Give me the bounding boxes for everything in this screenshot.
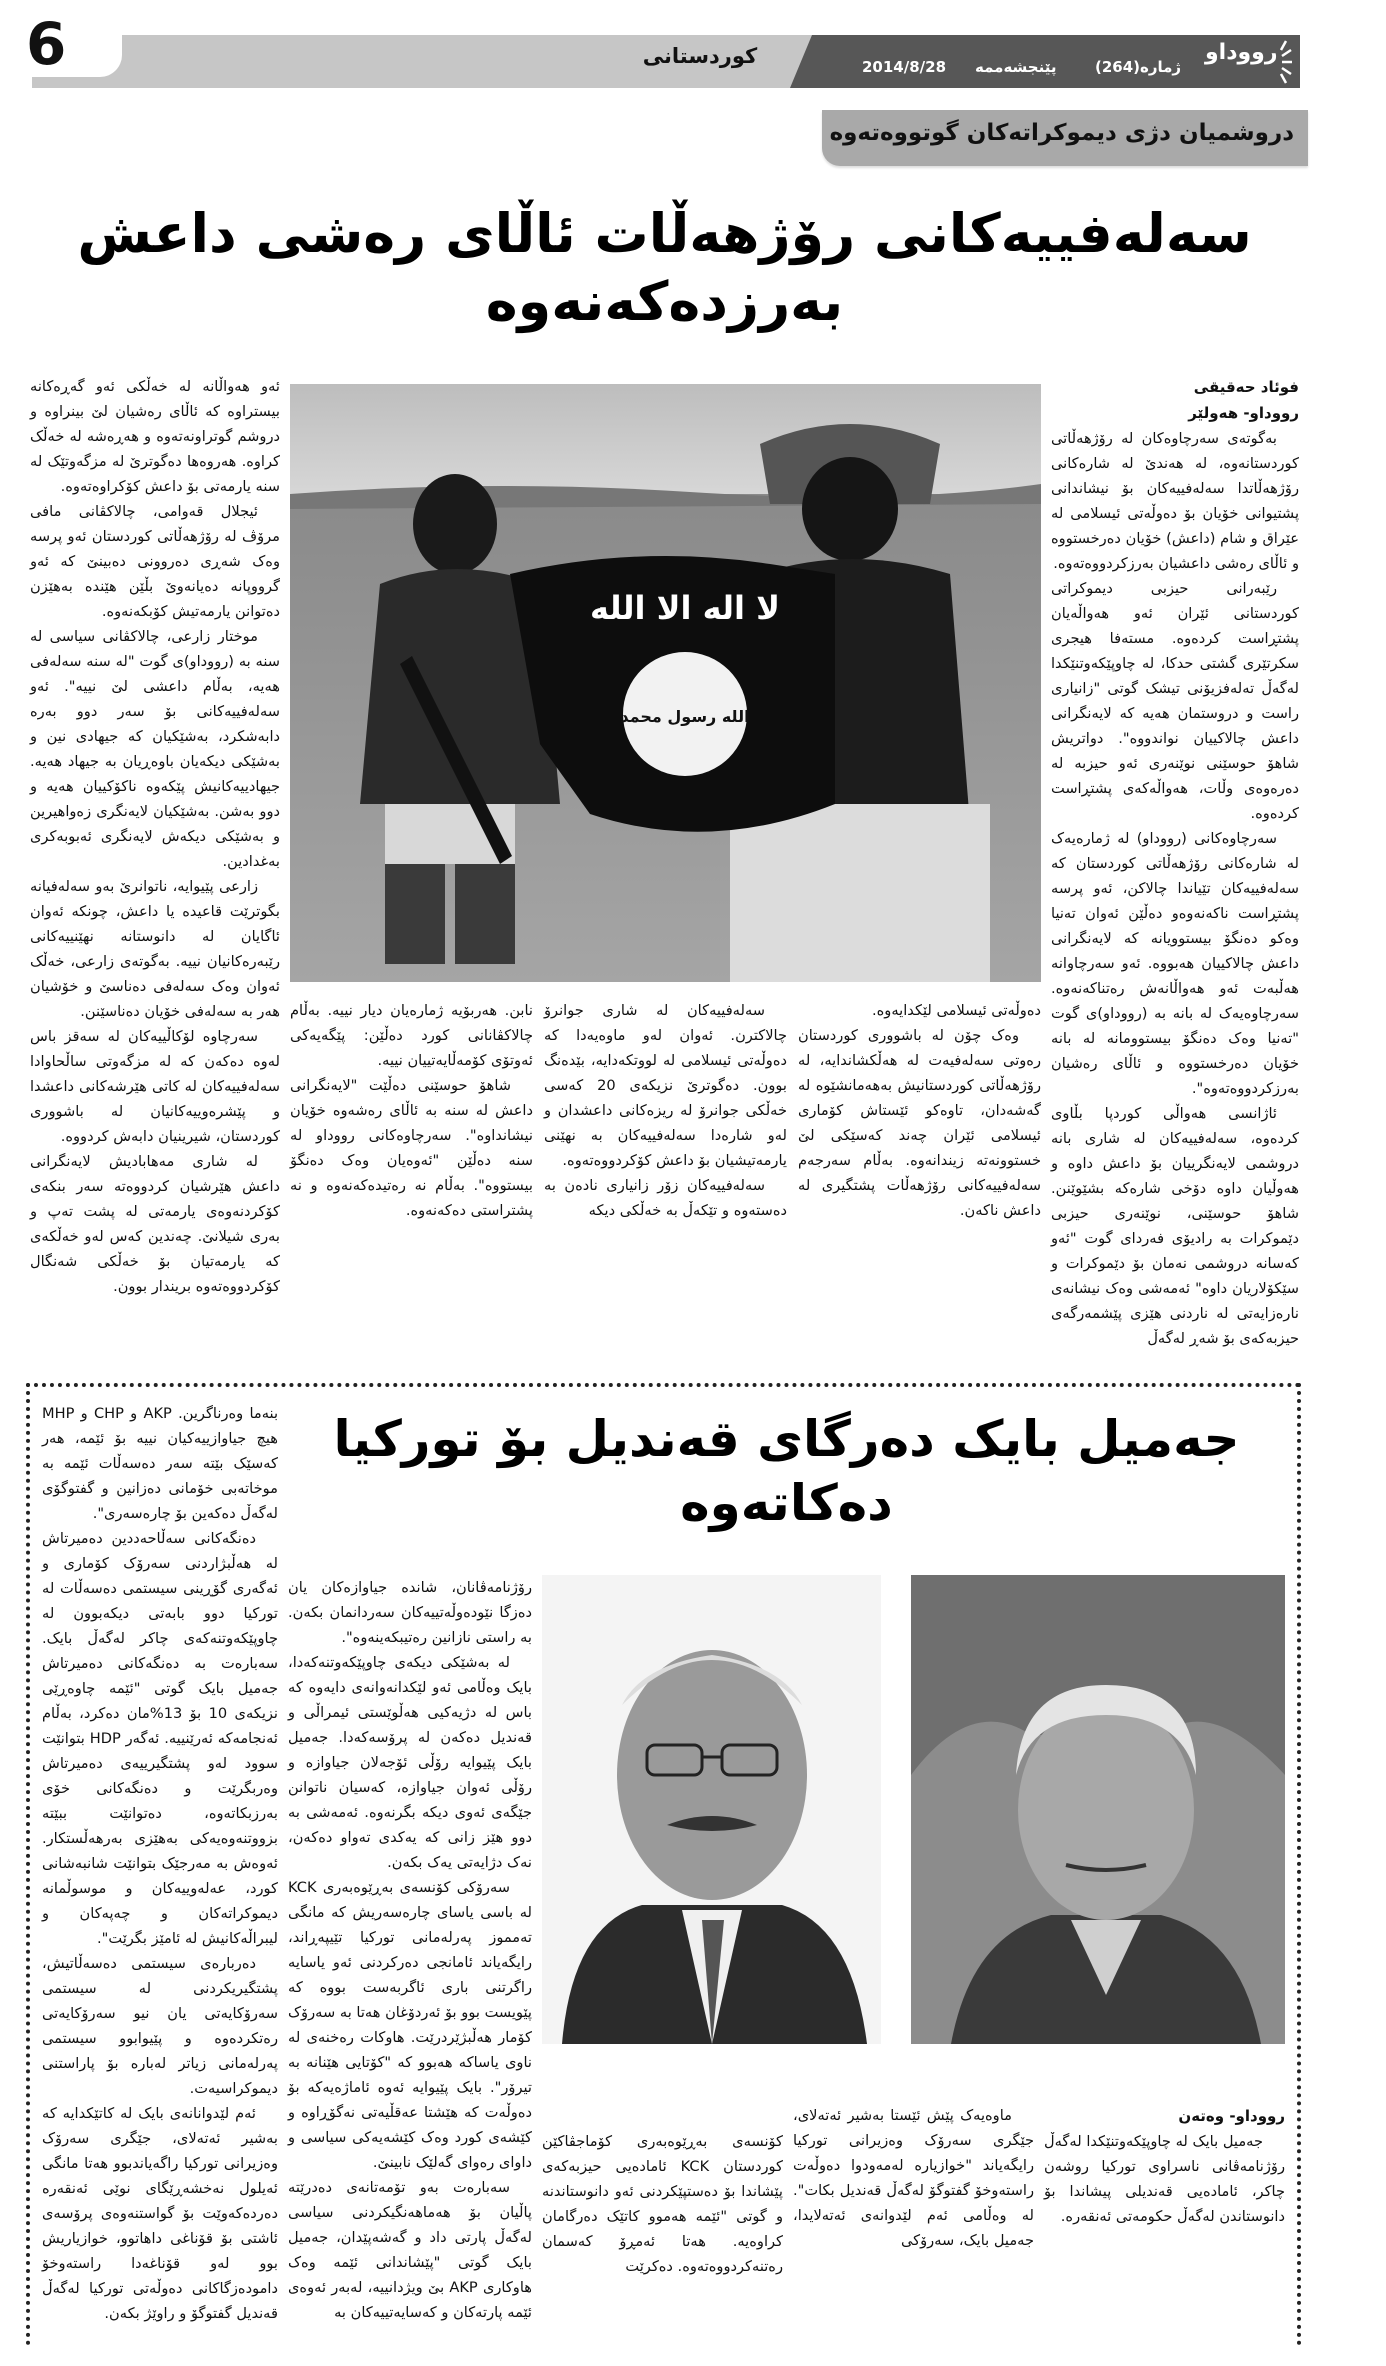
under-photo-column-1 xyxy=(798,998,1041,1223)
article-left-column xyxy=(30,374,280,1351)
article-2-headline: جەمیل بایک دەرگای قەندیل بۆ تورکیا دەکاتەوە xyxy=(333,1410,1240,1532)
paragraph: دەوڵەتی ئیسلامی لێکدایەوە. xyxy=(872,1002,1041,1019)
article-2-middle-column xyxy=(288,1575,532,2325)
author-name: فوئاد حەقیقی xyxy=(1193,378,1299,396)
paragraph: موختار زارعی، چالاکڤانی سیاسی لە سنە بە (رووداو)ی گوت "لە سنە سەلەفی هەیە، بەڵام داعشی لێ نییە". ئەو سەلەفییەکانی بۆ سەر دوو بەرە دابەشکرد، بەشێکیان کە جیهادی نین و بەشێکی دیکەیان باوەڕیان بە جیهاد هەیە. جیهادییەکانیش پێکەوە ناکۆکییان هەیە و دوو بەشن. بەشێکیان لایەنگری زەواهیرین و بەشێکی دیکەش لایەنگری ئەبوبەکری بەغدادین. xyxy=(30,628,280,870)
paragraph: نابن. هەربۆیە ژمارەیان دیار نییە. بەڵام چالاکڤانانی کورد دەڵێن: پێگەیەکی ئەوتۆی کۆمەڵایەتییان نییە. xyxy=(290,1002,533,1069)
paragraph: ئەو هەواڵانە لە خەڵکی ئەو گەڕەکانە بیستراوە کە ئاڵای رەشیان لێ بینراوە و دروشم گوتراونەتەوە و هەڕەشە لە خەڵک کراوە. هەروەها دەگوترێ لە مزگەوتێک لە سنە یارمەتی بۆ داعش کۆکراوەتەوە. xyxy=(30,378,280,495)
paragraph: سەلەفییەکان زۆر زانیاری نادەن بە دەستەوە و تێکەڵ بە خەڵکی دیکە xyxy=(544,1177,787,1219)
article-photo-isis-flag xyxy=(290,384,1041,982)
logo-sun-rays-icon xyxy=(1280,38,1300,86)
paragraph: دەربارەی سیستمی دەسەڵاتیش، پشتگیریکردنی لە سیستمی سەرۆکایەتی یان نیو سەرۆکایەتی رەتکردەوە و پێیوابوو سیستمی پەرلەمانی زیاتر لەبارە بۆ پاراستنی دیموکراسیەت. xyxy=(42,1955,278,2097)
rudaw-logo: رووداو xyxy=(1205,40,1278,65)
paragraph: رێبەرانی حیزبی دیموکراتی کوردستانی ئێران ئەو هەواڵەیان پشتڕاست کردەوە. مستەفا هیجری سکرتێری گشتی حدکا، لە چاوپێکەوتنێکدا لەگەڵ تەلەفزیۆنی تیشک گوتی "زانیاری راست و دروستمان هەیە کە لایەنگرانی داعش چالاکییان نواندووە". دواتریش شاهۆ حوسێنی نوێنەری ئەو حیزبە لە دەرەوەی وڵات، هەواڵەکەی پشتڕاست کردەوە. xyxy=(1051,580,1299,822)
article-2-bottom-columns xyxy=(542,2103,1285,2279)
paragraph: ئیجلال قەوامی، چالاکڤانی مافی مرۆڤ لە رۆژهەڵاتی کوردستان ئەو پرسە وەک شەڕی دەروونی دەبینێ کە ئەو گرووپانە دەیانەوێ بڵێن هێندە بەهێزن دەتوانن یارمەتیش کۆبکەنەوە. xyxy=(30,503,280,620)
article-2-bottom-column-3 xyxy=(542,2103,783,2279)
paragraph: رۆژنامەڤانان، شاندە جیاوازەکان یان دەزگا نێودەوڵەتییەکان سەردانمان بکەن. بە راستی نازانین رەتیبکەینەوە". xyxy=(288,1579,532,1647)
paragraph: شاهۆ حوسێنی دەڵێت "لایەنگرانی داعش لە سنە بە ئاڵای رەشەوە خۆیان نیشانداوە". سەرچاوەکانی رووداو لە سنە دەڵێن "ئەوەیان وەک دەنگۆ بیستووە". بەڵام نە رەتیدەکەنەوە و نە پشتراستی دەکەنەوە. xyxy=(290,1077,533,1219)
article-kicker xyxy=(822,110,1308,166)
paragraph: وەک چۆن لە باشووری کوردستان رەوتی سەلەفیەت لە هەڵکشاندایە، لە رۆژهەڵاتی کوردستانیش بەهەمانشێوە لە گەشەدان، تاوەکو ئێستاش کۆماری ئیسلامی ئێران چەند کەسێکی لێ خستوونەتە زیندانەوە. بەڵام سەرجەم سەلەفییەکانی رۆژهەڵات پشتگیری لە داعش ناکەن. xyxy=(798,1027,1041,1219)
paragraph: سەبارەت بەو تۆمەتانەی دەدرێتە پاڵیان بۆ هەماهەنگیکردنی سیاسی لەگەڵ پارتی داد و گەشەپێدان، جەمیل بایک گوتی "پێشاندانی ئێمە وەک هاوکاری AKP بێ ویژدانییە، لەبەر ئەوەی ئێمە پارتەکان و کەسایەتییەکان بە xyxy=(288,2179,532,2322)
article-headline: سەلەفییەکانی رۆژهەڵات ئاڵای رەشی داعش بەرزدەکەنەوە xyxy=(77,202,1252,333)
paragraph: بنەما وەرناگرین. AKP و CHP و MHP هیچ جیاوازییەکیان نییە بۆ ئێمە، هەر کەسێک بێتە سەر دەسەڵات ئێمە بە موخاتەبی خۆمانی دەزانین و گفتوگۆی لەگەڵ دەکەین بۆ چارەسەری". xyxy=(42,1405,278,1522)
kicker-text: دروشمیان دژی دیموکراتەکان گوتووەتەوە xyxy=(829,120,1294,146)
article-2-bottom-column-1 xyxy=(1044,2103,1285,2279)
page-number: 6 xyxy=(26,10,67,78)
paragraph: سەرۆکی کۆنسەی بەڕێوەبەری KCK لە باسی یاسای چارەسەریش کە مانگی تەمموز پەرلەمانی تورکیا تێیپەڕاند، رایگەیاند ئامانجی دەرکردنی ئەو یاسایە راگرتنی باری ئاگربەست بووە کە پێویست بوو بۆ ئەردۆغان هەتا بە سەرۆک کۆمار هەڵبژێردرێت. هاوکات رەخنەی لە ناوی یاساکە هەبوو کە "کۆتایی هێنانە بە تیرۆر". بایک پێیوایە ئەوە ئاماژەیەکە بۆ دەوڵەت کە هێشتا عەقڵیەتی نەگۆڕاوە و کێشەی کورد وەک کێشەیەکی سیاسی و داوای رەوای گەلێک نابینێ. xyxy=(288,1879,532,2172)
under-photo-column-3 xyxy=(290,998,533,1223)
article-2-photos xyxy=(542,1575,1285,2044)
article-2-left-column xyxy=(42,1401,278,2326)
photo-bashir-atalay xyxy=(542,1575,881,2044)
section-name: کوردستانی xyxy=(642,44,758,68)
paragraph: سەرچاوە لۆکاڵییەکان لە سەقز باس لەوە دەکەن کە لە مزگەوتی ساڵحاوادا سەلەفییەکان لە کاتی هێرشەکانی داعشدا و پێشرەوییەکانیان لە باشووری کوردستان، شیرینیان دابەش کردووە. xyxy=(30,1028,280,1145)
flag-text: لا اله الا الله xyxy=(590,589,780,627)
paragraph: لە شاری مەهابادیش لایەنگرانی داعش هێرشیان کردووەتە سەر بنکەی کۆکردنەوەی یارمەتی لە پشت تەپ و بەری شیلانێ. چەندین کەس لەو خەڵکەی کە یارمەتیان بۆ خەڵکی شەنگال کۆکردووەتەوە بریندار بوون. xyxy=(30,1153,280,1295)
article-1-center xyxy=(290,374,1041,1351)
paragraph: ماوەیەک پێش ئێستا بەشیر ئەتەلای، جێگری سەرۆک وەزیرانی تورکیا رایگەیاند "خوازیارە لەمەودوا دەوڵەت راستەوخۆ گفتوگۆ لەگەڵ قەندیل بکات". لە وەڵامی ئەم لێدوانەی ئەتەلایدا، جەمیل بایک، سەرۆکی xyxy=(793,2107,1034,2250)
paragraph: ئاژانسی هەواڵی کوردپا بڵاوی کردەوە، سەلەفییەکان لە شاری بانە دروشمی لایەنگرییان بۆ داعش داوە و هەوڵیان داوە دۆخی شارەکە بشێوێنن. شاهۆ حوسێنی، نوێنەری حیزبی دێموکرات بە رادیۆی فەردای گوت "ئەو کەسانە دروشمی نەمان بۆ دێموکرات و سێکۆلاریان داوە" ئەمەشی وەک نیشانەی نارەزایەتی لە ناردنی هێزی پێشمەرگەی حیزبەکەی بۆ شەڕ لەگەڵ xyxy=(1051,1105,1299,1347)
photo-cemil-bayik xyxy=(911,1575,1285,2044)
article-1 xyxy=(30,374,1299,1351)
dateline: رووداو- وەتەن xyxy=(1178,2107,1285,2126)
article-2-bottom-column-2 xyxy=(793,2103,1034,2279)
paragraph: کۆنسەی بەڕێوەبەری کۆماجڤاکێن کوردستان KCK ئامادەیی حیزبەکەی پێشاندا بۆ دەستپێکردنی ئەو دانوستاندنە و گوتی "ئێمە هەموو کاتێک دەرگامان کراوەیە. هەتا ئەمڕۆ کەسمان رەتنەکردووەتەوە. دەکرێت xyxy=(542,2133,784,2276)
paragraph: سەرچاوەکانی (رووداو) لە ژمارەیەک لە شارەکانی رۆژهەڵاتی کوردستان کە سەلەفییەکان تێیاندا چالاکن، ئەو پرسە پشتڕاست ناکەنەوەو دەڵێن ئەوان تەنیا وەکو دەنگۆ بیستوویانە کە لایەنگرانی داعش چالاکییان هەبووە. ئەو سەرچاوانە هەڵبەت ئەو هەواڵانەش رەتناکەنەوە. سەرچاوەیەک لە بانە بە (رووداو)ی گوت "تەنیا وەک دەنگۆ بیستوومانە لە بانە خۆیان دەرخستووە و ئاڵای رەشیان بەرزکردووەتەوە". xyxy=(1051,830,1299,1097)
under-photo-columns xyxy=(290,998,1041,1223)
issue-day: پێنجشەممە xyxy=(975,58,1057,76)
issue-date: 2014/8/28 xyxy=(862,58,947,76)
article-right-column xyxy=(1051,374,1299,1351)
paragraph: دەنگەکانی سەڵاحەددین دەمیرتاش لە هەڵبژاردنی سەرۆک کۆماری و ئەگەری گۆڕینی سیستمی دەسەڵات لە تورکیا دوو بابەتی دیکەبوون لە چاوپێکەوتنەکەی چاکر لەگەڵ بایک. سەبارەت بە دەنگەکانی دەمیرتاش جەمیل بایک گوتی "ئێمە چاوەڕێی نزیکەی 10 بۆ 13%مان دەکرد، بەڵام ئەنجامەکە ئەرێنییە. ئەگەر HDP بتوانێت سوود لەو پشتگیرییەی دەمیرتاش وەربگرێت و دەنگەکانی خۆی بەرزبکاتەوە، دەتوانێت ببێتە بزووتنەوەیەکی بەهێزی بەرهەڵستکار. ئەوەش بە مەرجێک بتوانێت شانبەشانی کورد، عەلەوییەکان و موسوڵمانە دیموکراتەکان و چەپەکان و لیبراڵەکانیش لە ئامێز بگرێت". xyxy=(42,1530,278,1947)
issue-number: ژمارە(264) xyxy=(1095,58,1182,76)
paragraph: لە بەشێکی دیکەی چاوپێکەوتنەکەدا، بایک وەڵامی ئەو لێکدانەوانەی دایەوە کە باس لە دژیەکیی هەڵوێستی ئیمراڵی و قەندیل دەکەن لە پرۆسەکەدا. جەمیل بایک پێیوایە رۆڵی ئۆجەلان جیاوازە و رۆڵی ئەوان جیاوازە، کەسیان ناتوانن جێگەی ئەوی دیکە بگرنەوە. ئەمەشی بە دوو هێز زانی کە یەکدی تەواو دەکەن، نەک دژایەتی یەک بکەن. xyxy=(288,1654,532,1872)
paragraph: بەگوتەی سەرچاوەکان لە رۆژهەڵاتی کوردستانەوە، لە هەندێ لە شارەکانی رۆژهەڵاتدا سەلەفییەکان بۆ نیشاندانی پشتیوانی خۆیان بۆ دەوڵەتی ئیسلامی لە عێراق و شام (داعش) خۆیان دەرخستووە و ئاڵای رەشی داعشیان بەرزکردووەتەوە. xyxy=(1051,430,1299,572)
article-2-dotted-frame xyxy=(26,1383,1301,2346)
paragraph: ئەم لێدوانانەی بایک لە کاتێکدایە کە بەشیر ئەتەلای، جێگری سەرۆک وەزیرانی تورکیا راگەیاندبوو هەتا مانگی ئەیلول نەخشەڕێگای نوێی ئەنقەرە دەردەکەوێت بۆ گواستنەوەی پرۆسەی ئاشتی بۆ قۆناغی داهاتوو، خوازیاریش بوو لەو قۆناغەدا راستەوخۆ دامودەزگاکانی دەوڵەتی تورکیا لەگەڵ قەندیل گفتوگۆ و راوێژ بکەن. xyxy=(42,2105,278,2322)
article-2 xyxy=(42,1401,1285,2326)
paragraph: زارعی پێیوایە، ناتوانرێ بەو سەلەفیانە بگوترێت قاعیدە یا داعش، چونکە ئەوان ئاگایان لە دانوستانە نهێنییەکانی رێبەرەکانیان نییە. بەگوتەی زارعی، خەڵک ئەوان وەک سەلەفی دەناسێ و خۆشیان هەر بە سەلەفی خۆیان دەناسێنن. xyxy=(30,878,280,1020)
under-photo-column-2 xyxy=(544,998,787,1223)
paragraph: جەمیل بایک لە چاوپێکەوتنێکدا لەگەڵ رۆژنامەڤانی ناسراوی تورکیا روشەن چاکر، ئامادەیی قەندیلی پیشاندا بۆ دانوستاندن لەگەڵ حکومەتی ئەنقەرە. xyxy=(1044,2133,1285,2226)
paragraph: سەلەفییەکان لە شاری جوانرۆ چالاکترن. ئەوان لەو ماوەیەدا کە دەوڵەتی ئیسلامی لە لووتکەدایە، بێدەنگ بوون. دەگوترێ نزیکەی 20 کەسی خەڵکی جوانرۆ لە ریزەکانی داعشدان و لەو شارەدا سەلەفییەکان بە نهێنی یارمەتیشیان بۆ داعش کۆکردووەتەوە. xyxy=(544,1002,787,1169)
flag-seal-text: الله رسول محمد xyxy=(620,707,750,726)
dateline: رووداو- هەولێر xyxy=(1188,404,1299,422)
